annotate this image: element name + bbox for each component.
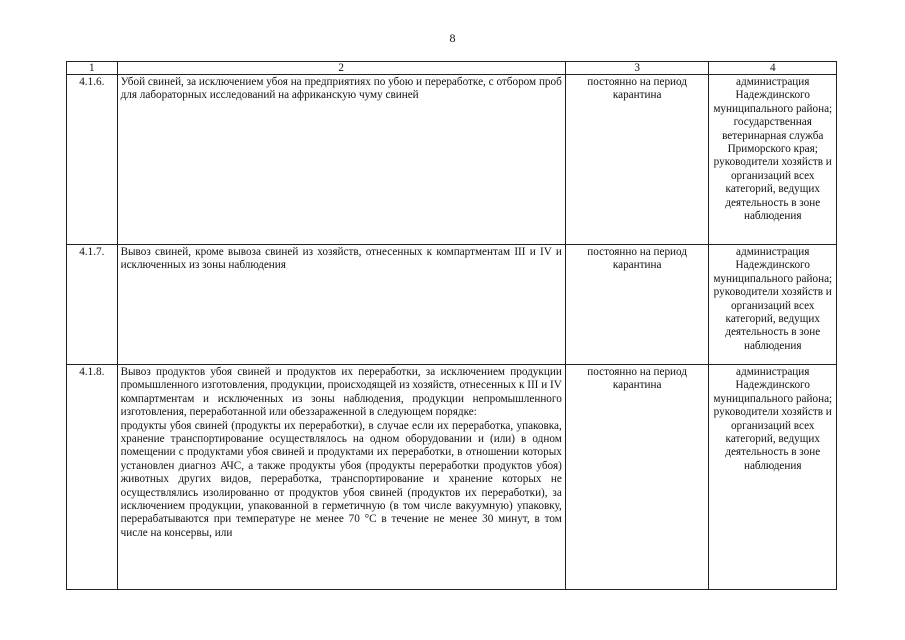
item-number: 4.1.8. — [67, 365, 118, 590]
item-number: 4.1.7. — [67, 245, 118, 365]
responsible-cell: администрация Надеждинского муниципального района; государственная ветеринарная служба Приморского края; руководители хозяйств и организаций всех категорий, ведущих деятельность в зоне наблюдения — [709, 75, 837, 245]
column-header-3: 3 — [565, 62, 709, 75]
column-header-2: 2 — [117, 62, 565, 75]
column-header-1: 1 — [67, 62, 118, 75]
responsible-cell: администрация Надеждинского муниципального района; руководители хозяйств и организаций всех категорий, ведущих деятельность в зоне наблюдения — [709, 365, 837, 590]
measures-table — [66, 61, 837, 590]
table-row — [67, 245, 837, 365]
measure-paragraph: Вывоз свиней, кроме вывоза свиней из хозяйств, отнесенных к компартментам III и IV и исключенных из зоны наблюдения — [120, 246, 562, 272]
measure-paragraph: продукты убоя свиней (продукты их переработки), в случае если их переработка, упаковка, хранение транспортирование осуществлялось на одном оборудовании и (или) в одном помещении с продуктами убоя свиней и продуктами их переработки, в отношении которых установлен диагноз АЧС, а также продукты убоя (продукты переработки продуктов убоя) животных других видов, переработка, транспортирование и хранение которых не осуществлялись изолированно от продуктов убоя свиней (продуктов их переработки), за исключением продукции, упакованной в герметичную (в том числе вакуумную) упаковку, перерабатываются при температуре не менее 70 °С в течение не менее 30 минут, в том числе на консервы, или — [120, 419, 562, 539]
item-number: 4.1.6. — [67, 75, 118, 245]
measure-paragraph: Вывоз продуктов убоя свиней и продуктов их переработки, за исключением продукции промышленного изготовления, продукции, происходящей из хозяйств, отнесенных к III и IV компартментам и исключенных из зоны наблюдения, продукции непромышленного изготовления, переработанной или обеззараженной в следующем порядке: — [120, 366, 562, 419]
responsible-cell: администрация Надеждинского муниципального района; руководители хозяйств и организаций всех категорий, ведущих деятельность в зоне наблюдения — [709, 245, 837, 365]
measure-text — [117, 75, 565, 245]
measure-text — [117, 245, 565, 365]
column-header-4: 4 — [709, 62, 837, 75]
measure-paragraph: Убой свиней, за исключением убоя на предприятиях по убою и переработке, с отбором проб для лабораторных исследований на африканскую чуму свиней — [120, 76, 562, 102]
table-header — [67, 62, 837, 75]
period-cell: постоянно на период карантина — [565, 365, 709, 590]
measure-text — [117, 365, 565, 590]
period-cell: постоянно на период карантина — [565, 75, 709, 245]
period-cell: постоянно на период карантина — [565, 245, 709, 365]
header-row — [67, 62, 837, 75]
table-row — [67, 75, 837, 245]
table-row — [67, 365, 837, 590]
page-number: 8 — [449, 31, 456, 45]
